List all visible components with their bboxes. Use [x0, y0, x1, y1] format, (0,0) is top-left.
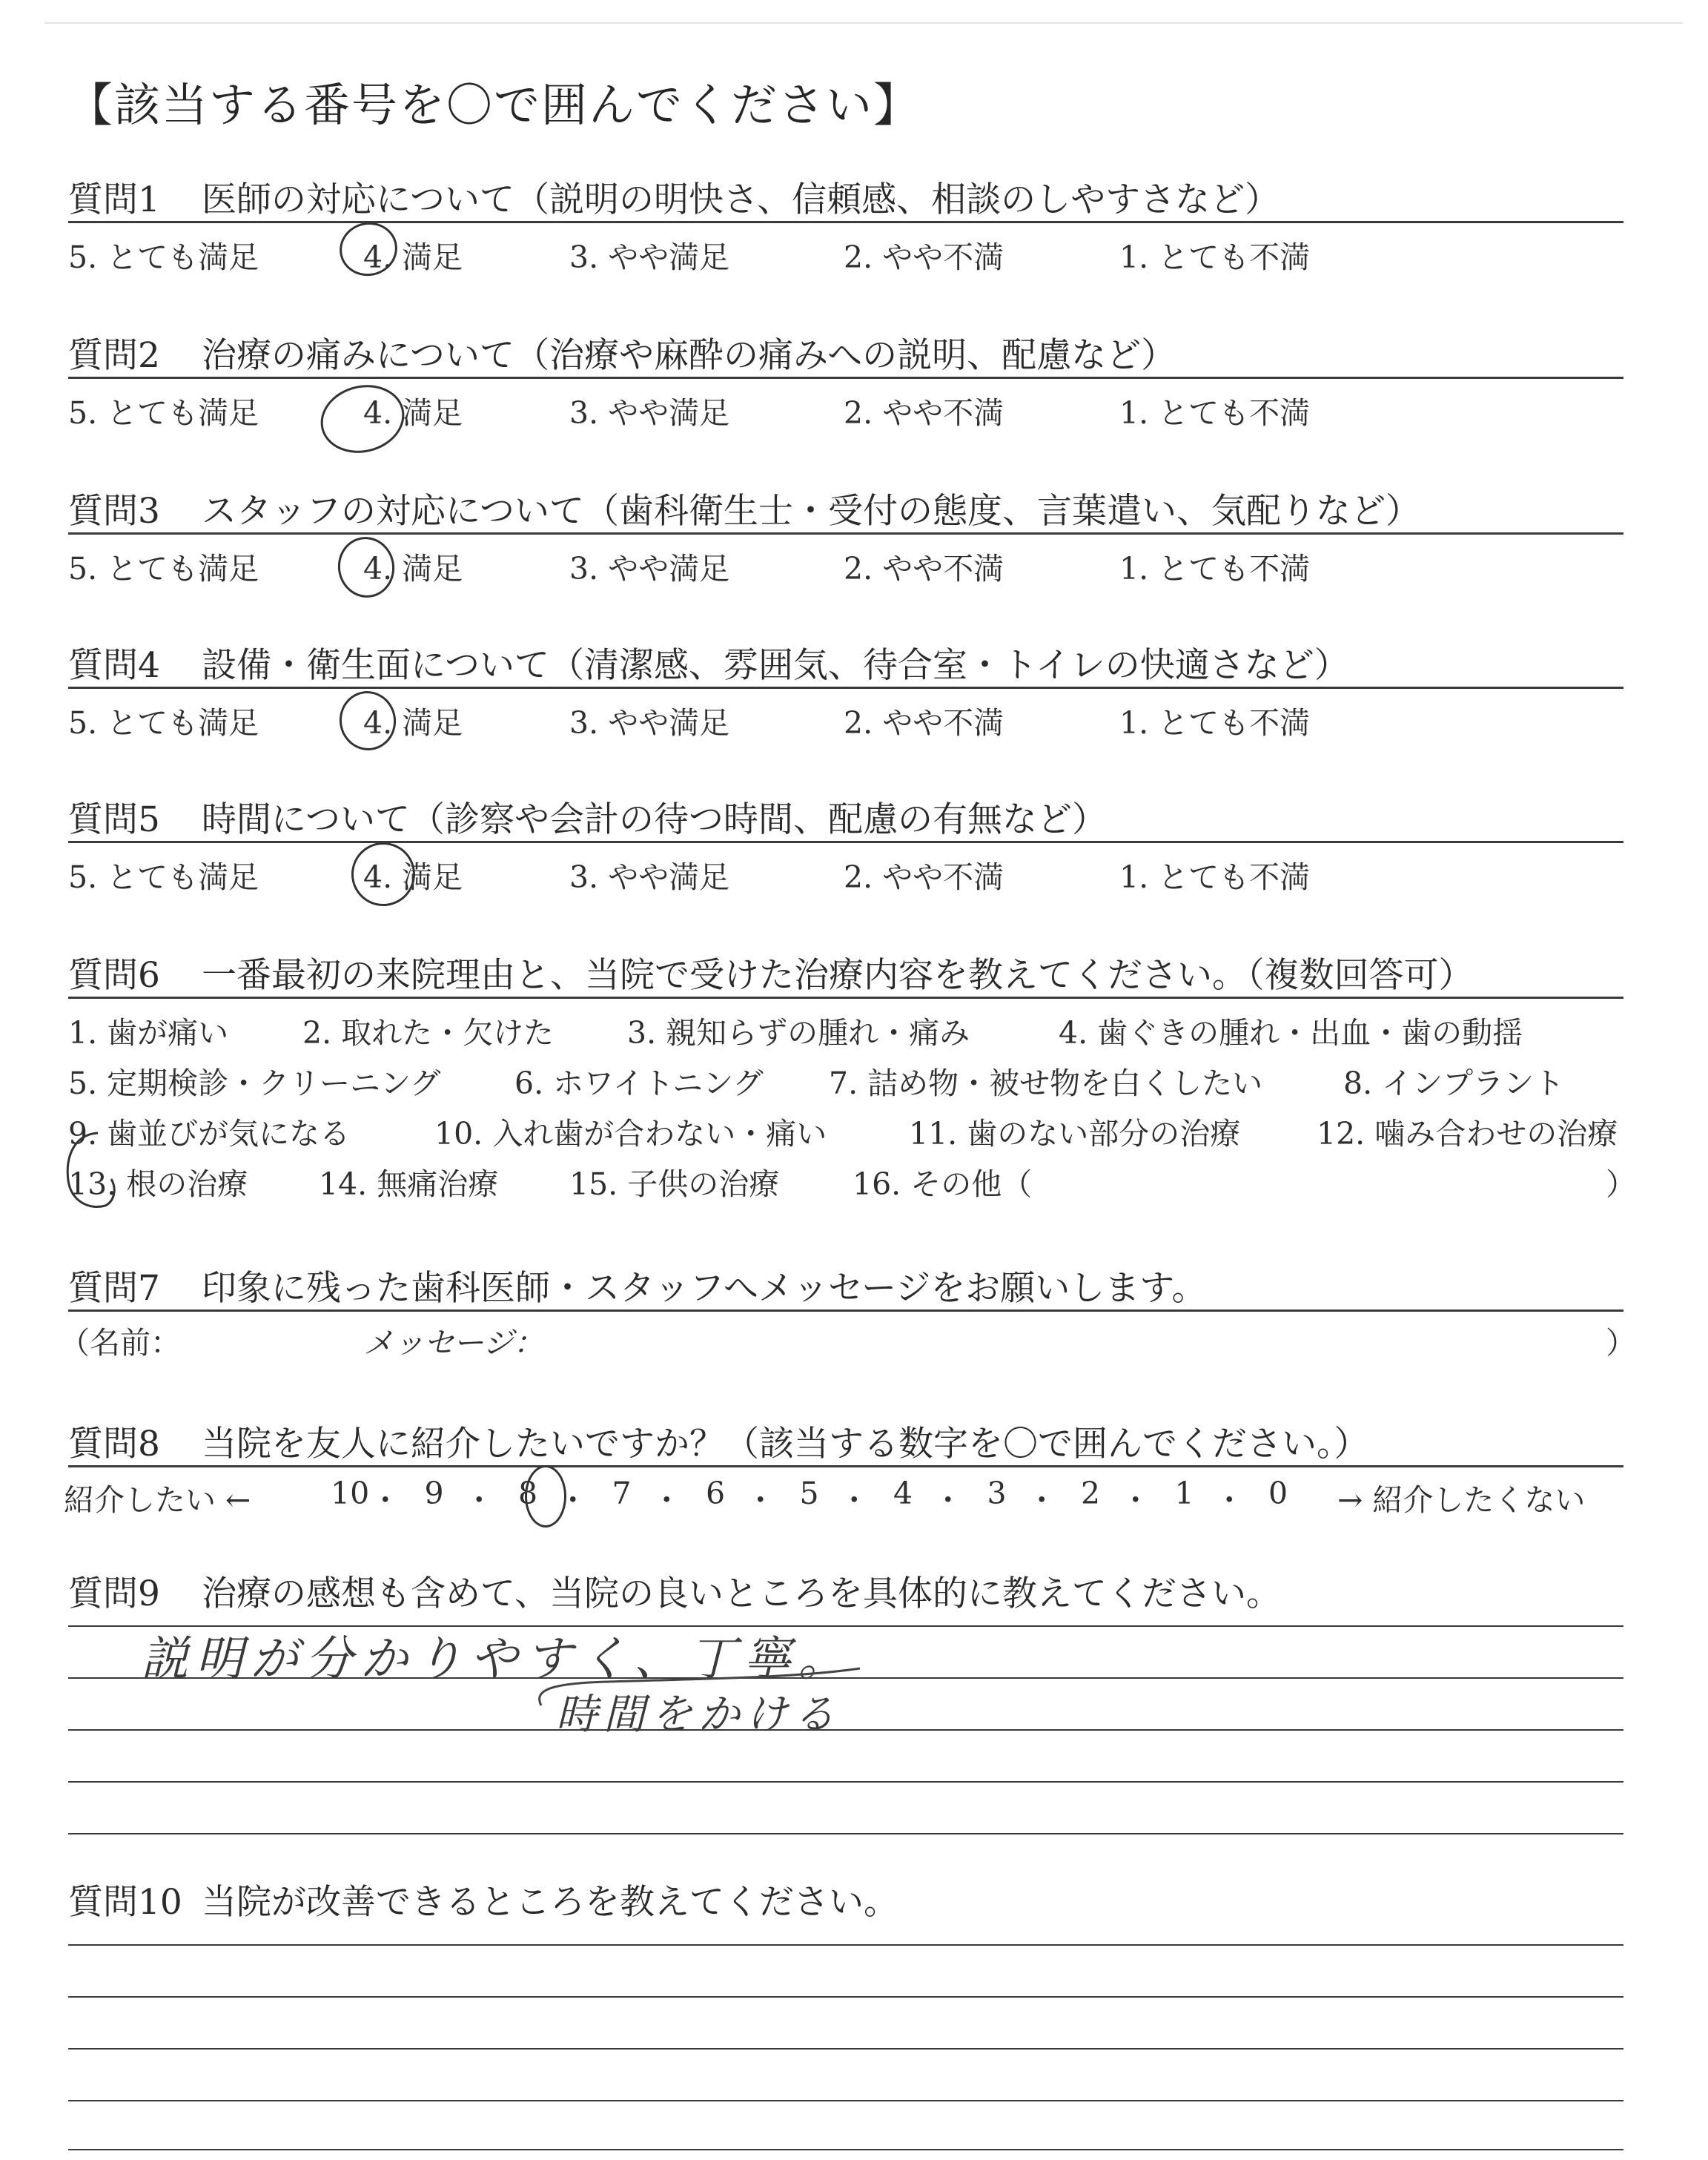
q4-option-3[interactable]: 3. やや満足 — [569, 705, 730, 741]
q8-rule — [68, 1465, 1623, 1467]
q9-text: 治療の感想も含めて、当院の良いところを具体的に教えてください。 — [202, 1573, 1282, 1614]
q8-separator-dot: ・ — [838, 1482, 870, 1518]
q8-option-10[interactable]: 10 — [331, 1476, 370, 1511]
q4-selection-circle — [335, 687, 401, 755]
reason-2[interactable]: 2. 取れた・欠けた — [302, 1015, 555, 1051]
q8-option-9[interactable]: 9 — [424, 1476, 444, 1511]
q10-answer-line-1 — [68, 1944, 1623, 1946]
q6-label: 質問6 — [68, 955, 160, 996]
q5-label: 質問5 — [68, 799, 160, 840]
q8-separator-dot: ・ — [370, 1482, 401, 1518]
q3-label: 質問3 — [68, 491, 160, 532]
q8-option-6[interactable]: 6 — [706, 1476, 726, 1511]
q9-answer-line-4 — [68, 1781, 1623, 1783]
reason-3[interactable]: 3. 親知らずの腫れ・痛み — [627, 1015, 970, 1051]
q1-option-1[interactable]: 1. とても不満 — [1119, 240, 1311, 275]
q1-text: 医師の対応について（説明の明快さ、信頼感、相談のしやすさなど） — [202, 179, 1280, 220]
top-border — [44, 22, 1683, 24]
q2-option-2[interactable]: 2. やや不満 — [844, 395, 1004, 431]
q8-option-5[interactable]: 5 — [799, 1476, 819, 1511]
reason-13-selection-mark — [59, 1127, 126, 1216]
q10-answer-line-2 — [68, 1996, 1623, 1998]
reason-15[interactable]: 15. 子供の治療 — [569, 1166, 780, 1202]
q8-separator-dot: ・ — [1026, 1482, 1057, 1518]
reason-9[interactable]: 9. 歯並びが気になる — [68, 1116, 351, 1152]
reason-16[interactable]: 16. その他（ — [853, 1166, 1033, 1202]
q7-message-field[interactable]: メッセージ： — [363, 1325, 544, 1361]
reason-6[interactable]: 6. ホワイトニング — [514, 1066, 764, 1101]
reason-11[interactable]: 11. 歯のない部分の治療 — [909, 1116, 1241, 1152]
reason-16-close: ） — [1606, 1166, 1636, 1202]
q4-option-4[interactable]: 4. 満足 — [363, 705, 463, 741]
reason-1[interactable]: 1. 歯が痛い — [68, 1015, 229, 1051]
q8-option-2[interactable]: 2 — [1081, 1476, 1101, 1511]
q8-separator-dot: ・ — [933, 1482, 964, 1518]
q2-option-5[interactable]: 5. とても満足 — [68, 395, 259, 431]
q4-option-2[interactable]: 2. やや不満 — [844, 705, 1004, 741]
page-title: 【該当する番号を〇で囲んでください】 — [67, 78, 921, 132]
q6-text: 一番最初の来院理由と、当院で受けた治療内容を教えてください。（複数回答可） — [202, 955, 1474, 996]
q9-handwritten-bracket — [519, 1661, 875, 1713]
q1-option-2[interactable]: 2. やや不満 — [844, 240, 1004, 275]
q4-text: 設備・衛生面について（清潔感、雰囲気、待合室・トイレの快適さなど） — [202, 645, 1349, 686]
q9-answer-line-3 — [68, 1729, 1623, 1731]
q3-option-2[interactable]: 2. やや不満 — [844, 551, 1004, 587]
q8-option-8[interactable]: 8 — [518, 1476, 538, 1511]
q8-option-1[interactable]: 1 — [1174, 1476, 1194, 1511]
q10-answer-line-5 — [68, 2149, 1623, 2150]
reason-7[interactable]: 7. 詰め物・被せ物を白くしたい — [829, 1066, 1263, 1101]
q7-name-field[interactable]: （名前： — [59, 1325, 181, 1361]
reason-8[interactable]: 8. インプラント — [1343, 1066, 1565, 1101]
q10-label: 質問10 — [68, 1882, 182, 1923]
q5-option-4[interactable]: 4. 満足 — [363, 859, 463, 895]
q5-option-1[interactable]: 1. とても不満 — [1119, 859, 1311, 895]
q8-option-3[interactable]: 3 — [987, 1476, 1007, 1511]
q8-scale-right: → 紹介したくない — [1337, 1482, 1586, 1518]
q3-option-3[interactable]: 3. やや満足 — [569, 551, 730, 587]
q10-text: 当院が改善できるところを教えてください。 — [202, 1882, 898, 1923]
q1-option-5[interactable]: 5. とても満足 — [68, 240, 259, 275]
q2-rule — [68, 377, 1623, 379]
q8-separator-dot: ・ — [1120, 1482, 1151, 1518]
q5-rule — [68, 841, 1623, 843]
q4-label: 質問4 — [68, 645, 160, 686]
q1-rule — [68, 221, 1623, 223]
q7-label: 質問7 — [68, 1268, 160, 1309]
q5-text: 時間について（診察や会計の待つ時間、配慮の有無など） — [202, 799, 1108, 840]
q2-option-3[interactable]: 3. やや満足 — [569, 395, 730, 431]
q1-label: 質問1 — [68, 179, 160, 220]
reason-13[interactable]: 13. 根の治療 — [68, 1166, 248, 1202]
q9-handwritten-answer-line-2: 時間をかける — [556, 1691, 841, 1739]
q8-separator-dot: ・ — [463, 1482, 494, 1518]
q8-scale-left: 紹介したい ← — [64, 1482, 251, 1518]
q1-option-4[interactable]: 4. 満足 — [363, 240, 463, 275]
q8-text: 当院を友人に紹介したいですか？（該当する数字を〇で囲んでください。） — [202, 1424, 1369, 1464]
q9-handwritten-answer-line-1: 説明が分かりやすく、丁寧。 — [141, 1632, 853, 1687]
q6-rule — [68, 997, 1623, 999]
q3-option-1[interactable]: 1. とても不満 — [1119, 551, 1311, 587]
q7-rule — [68, 1309, 1623, 1312]
q8-option-4[interactable]: 4 — [893, 1476, 913, 1511]
q9-label: 質問9 — [68, 1573, 160, 1614]
q2-option-4[interactable]: 4. 満足 — [363, 395, 463, 431]
q4-option-1[interactable]: 1. とても不満 — [1119, 705, 1311, 741]
q3-rule — [68, 532, 1623, 535]
reason-14[interactable]: 14. 無痛治療 — [319, 1166, 499, 1202]
q8-separator-dot: ・ — [651, 1482, 682, 1518]
q9-answer-line-5 — [68, 1833, 1623, 1834]
q8-separator-dot: ・ — [1214, 1482, 1245, 1518]
q7-close: ） — [1606, 1325, 1636, 1361]
q8-separator-dot: ・ — [557, 1482, 589, 1518]
q3-text: スタッフの対応について（歯科衛生士・受付の態度、言葉遣い、気配りなど） — [202, 491, 1421, 532]
q2-text: 治療の痛みについて（治療や麻酔の痛みへの説明、配慮など） — [202, 335, 1176, 376]
q5-selection-circle — [347, 838, 419, 910]
q8-label: 質問8 — [68, 1424, 160, 1464]
q4-option-5[interactable]: 5. とても満足 — [68, 705, 259, 741]
q5-option-2[interactable]: 2. やや不満 — [844, 859, 1004, 895]
q3-option-4[interactable]: 4. 満足 — [363, 551, 463, 587]
reason-10[interactable]: 10. 入れ歯が合わない・痛い — [434, 1116, 827, 1152]
q2-option-1[interactable]: 1. とても不満 — [1119, 395, 1311, 431]
q8-selection-circle — [525, 1465, 566, 1527]
reason-5[interactable]: 5. 定期検診・クリーニング — [68, 1066, 441, 1101]
q5-option-5[interactable]: 5. とても満足 — [68, 859, 259, 895]
q5-option-3[interactable]: 3. やや満足 — [569, 859, 730, 895]
q8-option-7[interactable]: 7 — [612, 1476, 632, 1511]
reason-4[interactable]: 4. 歯ぐきの腫れ・出血・歯の動揺 — [1059, 1015, 1523, 1051]
q10-answer-line-3 — [68, 2048, 1623, 2050]
reason-12[interactable]: 12. 噛み合わせの治療 — [1317, 1116, 1618, 1152]
q8-option-0[interactable]: 0 — [1268, 1476, 1288, 1511]
q2-label: 質問2 — [68, 335, 160, 376]
q8-separator-dot: ・ — [745, 1482, 776, 1518]
q1-option-3[interactable]: 3. やや満足 — [569, 240, 730, 275]
q7-text: 印象に残った歯科医師・スタッフへメッセージをお願いします。 — [202, 1268, 1207, 1309]
q10-answer-line-4 — [68, 2100, 1623, 2101]
q4-rule — [68, 687, 1623, 689]
q3-selection-circle — [333, 532, 399, 602]
q3-option-5[interactable]: 5. とても満足 — [68, 551, 259, 587]
